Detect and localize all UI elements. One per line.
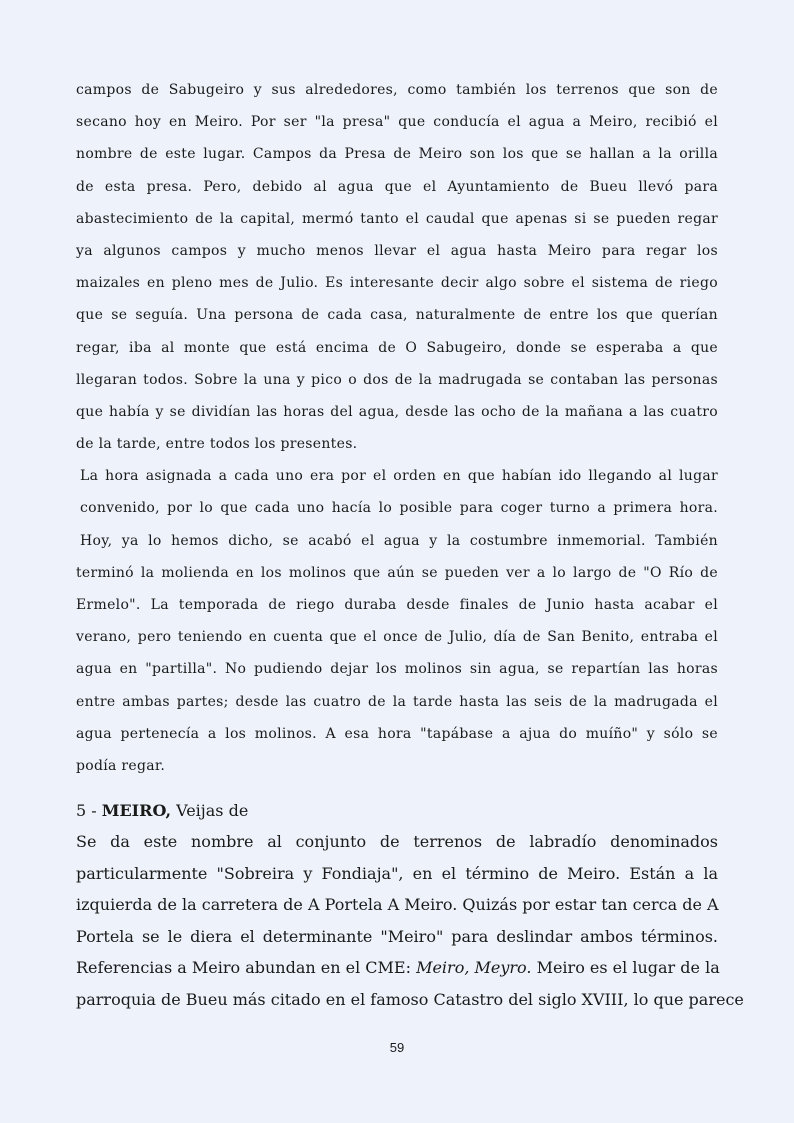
section-meiro: [76, 796, 744, 1015]
line-text: Meiro es el lugar de la: [531, 958, 720, 977]
text-line: campos de Sabugeiro y sus alrededores, como también los terrenos que son de: [76, 82, 718, 98]
text-line: de esta presa. Pero, debido al agua que el Ayuntamiento de Bueu llevó para: [76, 178, 718, 195]
section-subtitle: Veijas de: [171, 801, 249, 820]
section-number: 5 -: [76, 801, 102, 820]
italic-text: Meiro, Meyro.: [416, 958, 532, 977]
text-line: agua en "partilla". No pudiendo dejar los molinos sin agua, se repartían las horas: [76, 661, 718, 678]
section-line: izquierda de la carretera de A Portela A Meiro. Quizás por estar tan cerca de A: [76, 895, 719, 914]
section-line: [76, 952, 718, 984]
text-line: que se seguía. Una persona de cada casa, naturalmente de entre los que querían: [76, 307, 718, 324]
section-line: parroquia de Bueu más citado en el famoso Catastro del siglo XVIII, lo que parece: [76, 989, 744, 1009]
text-line: regar, iba al monte que está encima de O Sabugeiro, donde se esperaba a que: [76, 339, 718, 356]
text-line: convenido, por lo que cada uno hacía lo posible para coger turno a primera hora.: [80, 500, 718, 517]
section-line: Se da este nombre al conjunto de terrenos de labradío denominados: [76, 832, 718, 851]
section-heading: [76, 796, 718, 826]
text-line: entre ambas partes; desde las cuatro de la tarde hasta las seis de la madrugada el: [76, 693, 718, 710]
text-line: secano hoy en Meiro. Por ser "la presa" que conducía el agua a Meiro, recibió el: [76, 114, 718, 131]
text-line: agua pertenecía a los molinos. A esa hora "tapábase a ajua do muíño" y sólo se: [76, 725, 718, 742]
section-title: MEIRO,: [101, 801, 172, 820]
text-line: llegaran todos. Sobre la una y pico o dos de la madrugada se contaban las personas: [76, 371, 718, 388]
text-line: que había y se dividían las horas del agua, desde las ocho de la mañana a las cuatro: [76, 403, 718, 420]
text-line: abastecimiento de la capital, mermó tanto el caudal que apenas si se pueden regar: [76, 210, 718, 227]
text-line: de la tarde, entre todos los presentes.: [76, 436, 358, 453]
text-line: La hora asignada a cada uno era por el orden en que habían ido llegando al lugar: [80, 468, 718, 485]
text-line: terminó la molienda en los molinos que aún se pueden ver a lo largo de "O Río de: [76, 564, 718, 581]
line-text: Referencias a Meiro abundan en el CME:: [76, 958, 417, 977]
text-line: podía regar.: [76, 757, 166, 774]
page-number: 59: [389, 1040, 405, 1055]
section-line: Portela se le diera el determinante "Meiro" para deslindar ambos términos.: [76, 926, 718, 946]
text-line: verano, pero teniendo en cuenta que el once de Julio, día de San Benito, entraba el: [76, 629, 718, 646]
text-line: ya algunos campos y mucho menos llevar el agua hasta Meiro para regar los: [76, 242, 718, 259]
text-line: maizales en pleno mes de Julio. Es interesante decir algo sobre el sistema de riego: [76, 275, 718, 292]
section-line: particularmente "Sobreira y Fondiaja", en el término de Meiro. Están a la: [76, 863, 718, 883]
text-line: Hoy, ya lo hemos dicho, se acabó el agua y la costumbre inmemorial. También: [80, 532, 718, 549]
body-text: [76, 74, 718, 782]
text-line: nombre de este lugar. Campos da Presa de Meiro son los que se hallan a la orilla: [76, 146, 718, 163]
text-line: Ermelo". La temporada de riego duraba desde finales de Junio hasta acabar el: [76, 597, 718, 613]
